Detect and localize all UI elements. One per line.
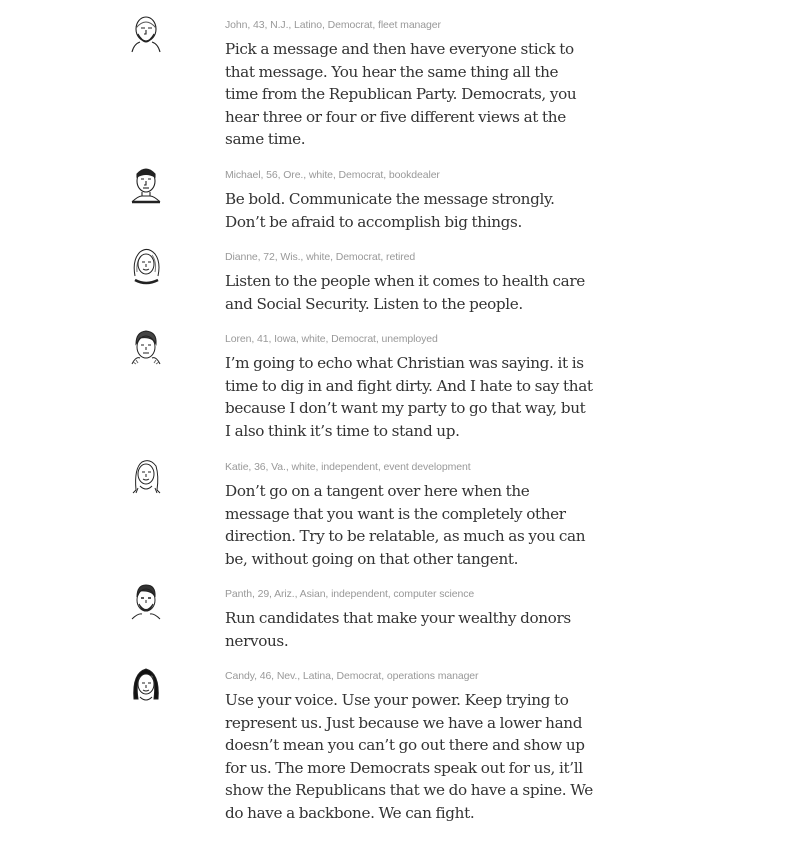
participant-quote: Pick a message and then have everyone stick to that message. You hear the same thing all the time from the Republican Party. Democrats, you hear three or four or five different views at the same time. [225,40,577,149]
short-haired-person-portrait-icon [128,328,164,368]
participant-meta: Dianne, 72, Wis., white, Democrat, retired [225,251,416,263]
participant-meta: Katie, 36, Va., white, independent, event development [225,461,471,473]
short-haired-man-portrait-icon [128,164,164,204]
bearded-man-portrait-icon [128,583,164,623]
participant-quote: I’m going to echo what Christian was saying. it is time to dig in and fight dirty. And I hate to say that because I don’t want my party to go that way, but I also think it’s time to stand up. [225,354,593,440]
dark-haired-woman-portrait-icon [128,665,164,705]
participant-quote: Be bold. Communicate the message strongly. Don’t be afraid to accomplish big things. [225,190,555,231]
participant-quote: Use your voice. Use your power. Keep trying to represent us. Just because we have a lower hand doesn’t mean you can’t go out there and show up for us. The more Democrats speak out for us, it’ll show the Republicans that we do have a spine. We do have a backbone. We can fight. [225,691,593,822]
participant-quote: Run candidates that make your wealthy donors nervous. [225,609,571,650]
bald-bearded-man-portrait-icon [128,14,164,54]
participant-meta: Loren, 41, Iowa, white, Democrat, unemployed [225,333,438,345]
participant-quote: Listen to the people when it comes to health care and Social Security. Listen to the people. [225,272,585,313]
older-woman-portrait-icon [128,246,164,286]
participant-meta: Panth, 29, Ariz., Asian, independent, computer science [225,588,475,600]
participant-meta: John, 43, N.J., Latino, Democrat, fleet manager [225,19,441,31]
participant-quote: Don’t go on a tangent over here when the message that you want is the completely other direction. Try to be relatable, as much as you can be, without going on that other tangent. [225,482,586,568]
long-haired-woman-portrait-icon [128,456,164,496]
participant-meta: Candy, 46, Nev., Latina, Democrat, operations manager [225,670,479,682]
participant-meta: Michael, 56, Ore., white, Democrat, bookdealer [225,169,440,181]
